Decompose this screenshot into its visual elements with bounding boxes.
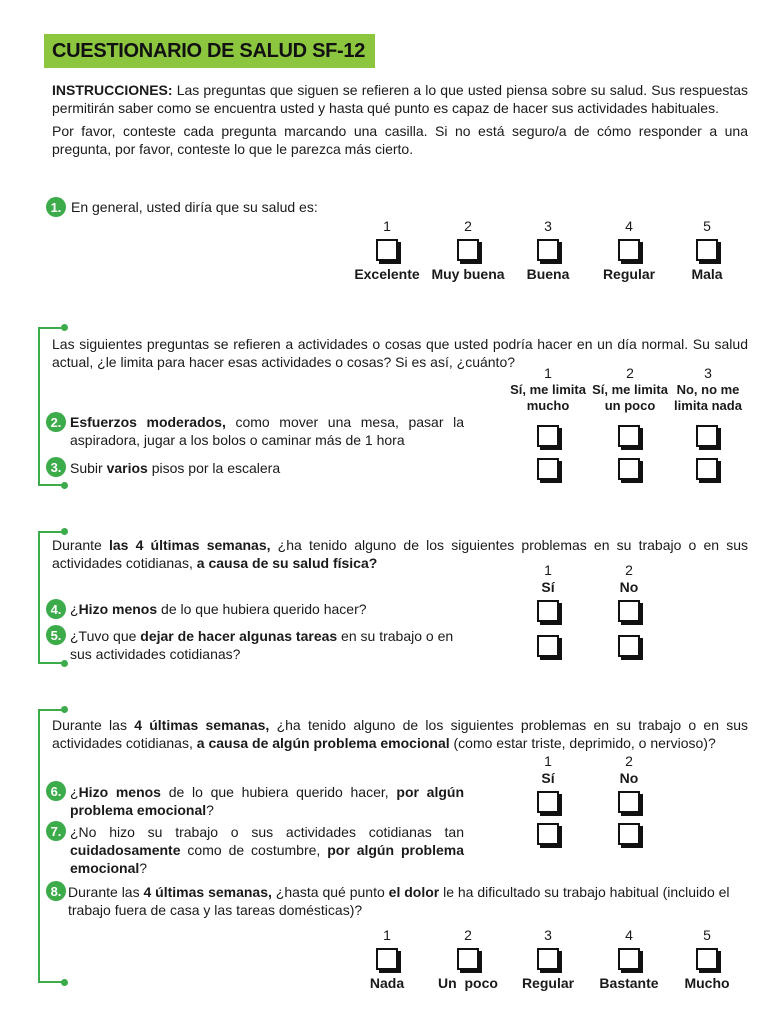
sec4-bold1: 4 últimas semanas,	[134, 717, 270, 733]
q1-option-3-label: Buena	[526, 266, 570, 282]
sec4-post: (como estar triste, deprimido, o nervioso)?	[449, 735, 716, 751]
sec2-col-2-label-line2: un poco	[604, 398, 656, 413]
q3-rest: pisos por la escalera	[147, 460, 281, 476]
sec3-col-2-number: 2	[625, 562, 633, 578]
question-7-text	[70, 823, 464, 877]
q4-rest: de lo que hubiera querido hacer?	[157, 601, 367, 617]
sec3-bold2: a causa de su salud física?	[196, 555, 378, 571]
question-8-text	[68, 883, 748, 919]
sec3-bold1: las 4 últimas semanas,	[108, 537, 271, 553]
instructions-paragraph	[52, 81, 748, 117]
q1-option-3	[513, 218, 583, 283]
sec4-col-2-number: 2	[625, 753, 633, 769]
question-number-2: 2.	[46, 412, 66, 432]
q8-option-2-number: 2	[464, 927, 472, 943]
q8-option-1-number: 1	[383, 927, 391, 943]
q3-checkbox-2[interactable]	[618, 458, 640, 480]
sec4-col-2-header	[609, 753, 649, 787]
q6-checkbox-1[interactable]	[537, 791, 559, 813]
q7-bold1: cuidadosamente	[70, 842, 181, 858]
q1-option-4-checkbox[interactable]	[618, 239, 640, 261]
q8-option-1	[352, 927, 422, 992]
q4-checkbox-2[interactable]	[618, 600, 640, 622]
q2-rest: como mover una mesa, pasar la aspiradora, jugar a los bolos o caminar más de 1 hora	[70, 414, 465, 448]
q5-rest: en su trabajo o en sus actividades cotidianas?	[70, 628, 454, 662]
q8-option-3	[513, 927, 583, 992]
q1-option-5-checkbox[interactable]	[696, 239, 718, 261]
q8-post: le ha dificultado su trabajo habitual (incluido el trabajo fuera de casa y las tareas domésticas)?	[68, 884, 730, 918]
q2-checkbox-1[interactable]	[537, 425, 559, 447]
q1-option-3-number: 3	[544, 218, 552, 234]
q1-option-2-number: 2	[464, 218, 472, 234]
sec3-col-2-header	[609, 562, 649, 596]
q5-checkbox-1[interactable]	[537, 635, 559, 657]
q1-option-2-label: Muy buena	[431, 266, 505, 282]
q8-option-4-label: Bastante	[599, 975, 659, 991]
sec2-col-2-number: 2	[626, 365, 634, 381]
q8-option-4-checkbox[interactable]	[618, 948, 640, 970]
title-banner	[44, 34, 375, 68]
question-number-6: 6.	[46, 781, 66, 801]
sec4-col-1-header	[528, 753, 568, 787]
q2-checkbox-2[interactable]	[618, 425, 640, 447]
q7-pre: ¿No hizo su trabajo o sus actividades cotidianas tan	[70, 824, 464, 840]
q8-option-4	[591, 927, 667, 992]
q5-checkbox-2[interactable]	[618, 635, 640, 657]
q8-option-2-checkbox[interactable]	[457, 948, 479, 970]
section-2-bracket-dot-bottom	[61, 482, 68, 489]
q8-option-3-number: 3	[544, 927, 552, 943]
sec2-col-2-header	[590, 365, 670, 414]
section-4-intro	[52, 716, 748, 752]
page-title: CUESTIONARIO DE SALUD SF-12	[52, 39, 366, 62]
q1-option-3-checkbox[interactable]	[537, 239, 559, 261]
sec3-col-1-header	[528, 562, 568, 596]
q1-option-2	[428, 218, 508, 283]
q1-option-1	[352, 218, 422, 283]
sec2-col-2-label-line1: Sí, me limita	[592, 382, 668, 397]
sec4-col-1-label: Sí	[541, 770, 555, 786]
q2-bold: Esfuerzos moderados,	[70, 414, 226, 430]
q6-post: ?	[206, 802, 214, 818]
question-4-text	[70, 600, 367, 618]
question-1-text: En general, usted diría que su salud es:	[71, 199, 318, 215]
q7-checkbox-2[interactable]	[618, 823, 640, 845]
q8-option-5-number: 5	[703, 927, 711, 943]
question-number-7: 7.	[46, 821, 66, 841]
sec4-col-2-label: No	[619, 770, 639, 786]
instructions-text: Las preguntas que siguen se refieren a lo que usted piensa sobre su salud. Sus respuestas permitirán saber como se encuentra usted y hasta qué punto es capaz de hacer sus actividades habituales.	[52, 82, 748, 116]
q8-pre: Durante las	[68, 884, 144, 900]
q2-checkbox-3[interactable]	[696, 425, 718, 447]
q6-checkbox-2[interactable]	[618, 791, 640, 813]
sec3-col-1-number: 1	[544, 562, 552, 578]
q8-option-5-label: Mucho	[684, 975, 730, 991]
question-2-text	[70, 413, 464, 449]
section-2-bracket-dot-top	[61, 324, 68, 331]
q1-option-4	[594, 218, 664, 283]
q3-bold: varios	[106, 460, 148, 476]
sec4-bold2: a causa de algún problema emocional	[196, 735, 450, 751]
section-4-bracket-dot-top	[61, 706, 68, 713]
sec3-pre: Durante	[52, 537, 109, 553]
q3-checkbox-3[interactable]	[696, 458, 718, 480]
q8-bold2: el dolor	[388, 884, 440, 900]
section-3-bracket-dot-bottom	[61, 660, 68, 667]
q8-option-5	[672, 927, 742, 992]
q8-option-3-label: Regular	[521, 975, 575, 991]
sec2-col-3-number: 3	[704, 365, 712, 381]
q1-option-4-number: 4	[625, 218, 633, 234]
question-number-3: 3.	[46, 457, 66, 477]
q8-option-2	[428, 927, 508, 992]
q8-option-1-checkbox[interactable]	[376, 948, 398, 970]
question-6-text	[70, 783, 464, 819]
q7-checkbox-1[interactable]	[537, 823, 559, 845]
section-2-intro: Las siguientes preguntas se refieren a actividades o cosas que usted podría hacer en un día normal. Su salud actual, ¿le limita para hacer esas actividades o cosas? Si es así, ¿cuánto?	[52, 336, 748, 370]
q8-option-2-label: Un poco	[438, 975, 498, 991]
q4-bold: Hizo menos	[78, 601, 158, 617]
section-3-bracket-dot-top	[61, 528, 68, 535]
sec2-col-1-label-line2: mucho	[526, 398, 570, 413]
q3-pre: Subir	[70, 460, 107, 476]
q1-option-1-checkbox[interactable]	[376, 239, 398, 261]
q4-checkbox-1[interactable]	[537, 600, 559, 622]
q1-option-5-label: Mala	[691, 266, 723, 282]
question-number-4: 4.	[46, 599, 66, 619]
q3-checkbox-1[interactable]	[537, 458, 559, 480]
sec4-mid: ¿ha tenido alguno de los siguientes problemas en su trabajo o en sus actividades cotidianas,	[52, 717, 749, 751]
sec3-col-2-label: No	[619, 579, 639, 595]
sec2-col-1-header	[508, 365, 588, 414]
q8-mid: ¿hasta qué punto	[271, 884, 389, 900]
q6-pre: ¿	[70, 784, 79, 800]
q1-option-2-checkbox[interactable]	[457, 239, 479, 261]
question-5-text	[70, 627, 470, 663]
instructions-label: INSTRUCCIONES:	[52, 82, 173, 98]
sec2-col-3-label-line2: limita nada	[674, 398, 742, 413]
q8-bold1: 4 últimas semanas,	[143, 884, 272, 900]
q1-option-1-number: 1	[383, 218, 391, 234]
q6-bold1: Hizo menos	[78, 784, 161, 800]
question-number-8: 8.	[46, 881, 66, 901]
sec3-mid: ¿ha tenido alguno de los siguientes problemas en su trabajo o en sus actividades cotidianas,	[52, 537, 748, 571]
q8-option-5-checkbox[interactable]	[696, 948, 718, 970]
q7-post: ?	[139, 860, 148, 876]
instructions-paragraph-2: Por favor, conteste cada pregunta marcando una casilla. Si no está seguro/a de cómo responder a una pregunta, por favor, conteste lo que le parezca más cierto.	[52, 123, 748, 157]
q1-option-5	[672, 218, 742, 283]
q6-mid: de lo que hubiera querido hacer,	[160, 784, 397, 800]
q5-bold: dejar de hacer algunas tareas	[140, 628, 338, 644]
q1-option-4-label: Regular	[602, 266, 656, 282]
sec2-col-3-label-line1: No, no me	[676, 382, 740, 397]
q6-bold2: por algún problema emocional	[70, 784, 464, 818]
q8-option-1-label: Nada	[369, 975, 405, 991]
q7-bold2: por algún problema emocional	[70, 842, 464, 876]
question-3-text	[70, 459, 280, 477]
q1-option-5-number: 5	[703, 218, 711, 234]
q4-pre: ¿	[70, 601, 79, 617]
sec2-col-1-label-line1: Sí, me limita	[510, 382, 586, 397]
q5-pre: ¿Tuvo que	[70, 628, 141, 644]
q7-mid: como de costumbre,	[180, 842, 328, 858]
section-4-bracket-dot-bottom	[61, 979, 68, 986]
sec4-pre: Durante las	[52, 717, 135, 733]
q1-option-1-label: Excelente	[354, 266, 420, 282]
sec3-col-1-label: Sí	[541, 579, 555, 595]
question-number-5: 5.	[46, 625, 66, 645]
sec2-col-1-number: 1	[544, 365, 552, 381]
sec4-col-1-number: 1	[544, 753, 552, 769]
q8-option-3-checkbox[interactable]	[537, 948, 559, 970]
q8-option-4-number: 4	[625, 927, 633, 943]
question-number-1: 1.	[46, 197, 66, 217]
sec2-col-3-header	[668, 365, 748, 414]
